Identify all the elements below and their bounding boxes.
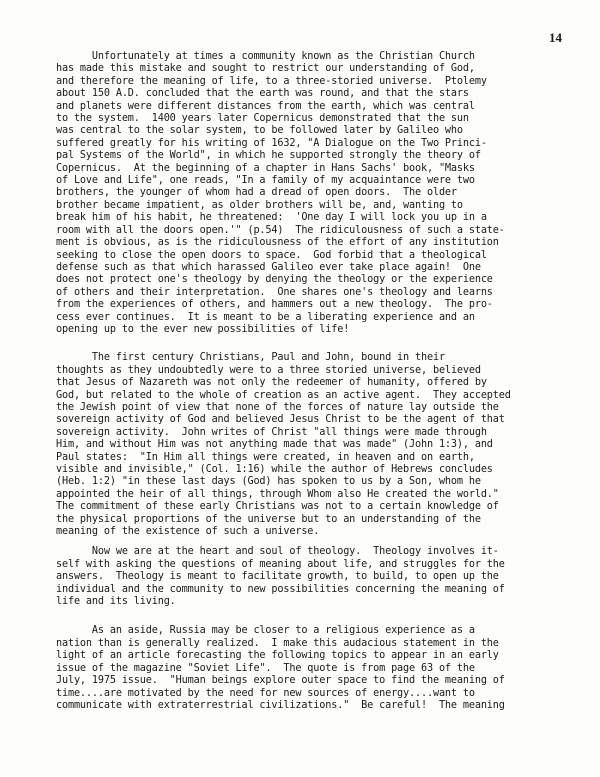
text-line: defense such as that which harassed Galileo ever take place again! One [56, 261, 481, 273]
text-line: about 150 A.D. concluded that the earth was round, and that the stars [56, 88, 469, 100]
paragraph-3 [56, 546, 576, 608]
page-number: 14 [549, 30, 562, 45]
text-line: ment is obvious, as is the ridiculousness of the effort of any institution [56, 237, 499, 249]
text-line: to the system. 1400 years later Copernicus demonstrated that the sun [56, 113, 469, 125]
text-line: and therefore the meaning of life, to a three-storied universe. Ptolemy [56, 75, 487, 87]
text-line: meaning of the existence of such a universe. [56, 526, 320, 538]
text-line: life and its living. [56, 596, 176, 608]
text-line: opening up to the ever new possibilities of life! [56, 323, 350, 335]
text-line: appointed the heir of all things, through Whom also He created the world." [56, 488, 499, 500]
text-line: issue of the magazine "Soviet Life". The quote is from page 63 of the [56, 662, 475, 674]
text-line: Now we are at the heart and soul of theology. Theology involves it- [56, 546, 499, 558]
text-line: and planets were different distances from the earth, which was central [56, 100, 475, 112]
text-line: July, 1975 issue. "Human beings explore outer space to find the meaning of [56, 675, 505, 687]
text-line: the Jewish point of view that none of the forces of nature lay outside the [56, 401, 499, 413]
text-line: Unfortunately at times a community known as the Christian Church [56, 51, 475, 62]
paragraph-1 [56, 51, 576, 336]
text-line: Paul states: "In Him all things were created, in heaven and on earth, [56, 451, 475, 463]
text-line: self with asking the questions of meaning about life, and struggles for the [56, 558, 505, 570]
text-line: sovereign activity. John writes of Christ "all things were made through [56, 426, 487, 438]
text-line: that Jesus of Nazareth was not only the redeemer of humanity, offered by [56, 377, 487, 389]
text-line: answers. Theology is meant to facilitate growth, to build, to open up the [56, 571, 499, 583]
text-line: individual and the community to new possibilities concerning the meaning of [56, 583, 505, 595]
text-line: Copernicus. At the beginning of a chapter in Hans Sachs' book, "Masks [56, 162, 475, 174]
text-line: sovereign activity of God and believed Jesus Christ to be the agent of that [56, 414, 505, 426]
text-line: does not protect one's theology by denying the theology or the experience [56, 274, 493, 286]
paragraph-gap [56, 608, 576, 625]
text-line: thoughts as they undoubtedly were to a three storied universe, believed [56, 364, 481, 376]
text-line: pal Systems of the World", in which he supported strongly the theory of [56, 150, 481, 162]
text-line: suffered greatly for his writing of 1632, "A Dialogue on the Two Princi- [56, 137, 487, 149]
paragraph-2 [56, 352, 576, 538]
paragraph-4 [56, 625, 576, 712]
body-text [56, 51, 576, 712]
text-line: The first century Christians, Paul and John, bound in their [56, 352, 445, 364]
text-line: Him, and without Him was not anything made that was made" (John 1:3), and [56, 439, 493, 451]
text-line: room with all the doors open.'" (p.54) The ridiculousness of such a state- [56, 224, 505, 236]
text-line: time....are motivated by the need for new sources of energy....want to [56, 687, 475, 699]
text-line: God, but related to the whole of creation as an active agent. They accepted [56, 389, 511, 401]
text-line: The commitment of these early Christians was not to a certain knowledge of [56, 501, 499, 513]
text-line: was central to the solar system, to be followed later by Galileo who [56, 125, 463, 137]
text-line: of Love and Life", one reads, "In a family of my acquaintance were two [56, 175, 475, 187]
text-line: brothers, the younger of whom had a dread of open doors. The older [56, 187, 457, 199]
text-line: from the experiences of others, and hammers out a new theology. The pro- [56, 299, 493, 311]
paragraph-gap [56, 336, 576, 352]
text-line: the physical proportions of the universe but to an understanding of the [56, 513, 481, 525]
text-line: cess ever continues. It is meant to be a liberating experience and an [56, 311, 475, 323]
text-line: nation than is generally realized. I make this audacious statement in the [56, 637, 499, 649]
text-line: communicate with extraterrestrial civilizations." Be careful! The meaning [56, 699, 505, 711]
text-line: brother became impatient, as older brothers will be, and, wanting to [56, 199, 463, 211]
text-line: light of an article forecasting the following topics to appear in an early [56, 650, 499, 662]
text-line: visible and invisible," (Col. 1:16) while the author of Hebrews concludes [56, 464, 493, 475]
paragraph-gap [56, 538, 576, 546]
text-line: of others and their interpretation. One shares one's theology and learns [56, 286, 493, 298]
text-line: seeking to close the open doors to space. God forbid that a theological [56, 249, 487, 261]
text-line: has made this mistake and sought to restrict our understanding of God, [56, 63, 475, 75]
text-line: break him of his habit, he threatened: 'One day I will lock you up in a [56, 212, 487, 224]
text-line: As an aside, Russia may be closer to a religious experience as a [56, 625, 475, 637]
text-line: (Heb. 1:2) "in these last days (God) has spoken to us by a Son, whom he [56, 476, 481, 488]
